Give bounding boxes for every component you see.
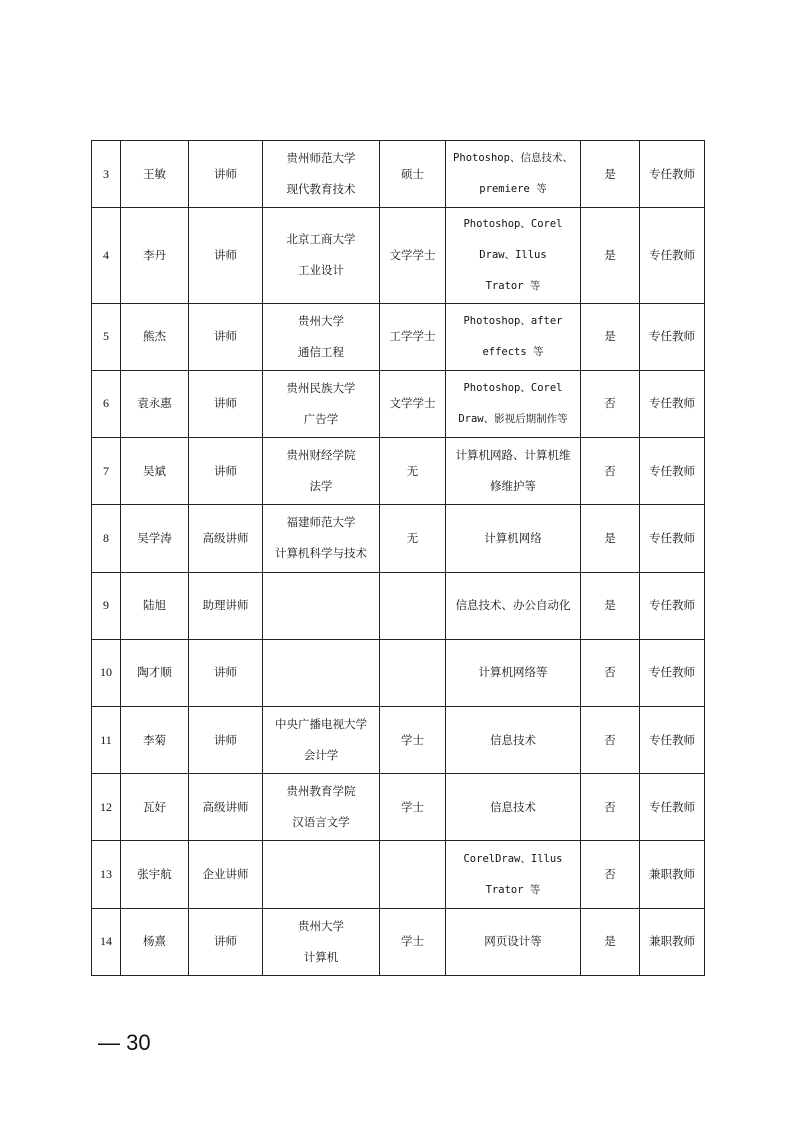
row-number: 8 [92, 505, 121, 572]
teacher-name: 吴学涛 [121, 505, 189, 572]
teacher-type: 专任教师 [640, 141, 705, 208]
skills: Photoshop、after effects 等 [446, 303, 581, 370]
qualification: 否 [581, 706, 640, 773]
table-row [92, 572, 705, 639]
row-number: 5 [92, 303, 121, 370]
school-major [263, 572, 380, 639]
skills: 计算机网络 [446, 505, 581, 572]
skills: CorelDraw、Illus Trator 等 [446, 841, 581, 908]
row-number: 11 [92, 706, 121, 773]
qualification: 否 [581, 841, 640, 908]
degree: 工学学士 [380, 303, 446, 370]
degree [380, 841, 446, 908]
teacher-name: 袁永惠 [121, 370, 189, 437]
teacher-type: 专任教师 [640, 572, 705, 639]
skills: 信息技术 [446, 774, 581, 841]
teacher-title: 企业讲师 [189, 841, 263, 908]
school-major: 贵州教育学院 汉语言文学 [263, 774, 380, 841]
teacher-name: 熊杰 [121, 303, 189, 370]
qualification: 否 [581, 639, 640, 706]
teacher-name: 瓦好 [121, 774, 189, 841]
school-major: 贵州大学 计算机 [263, 908, 380, 975]
staff-table [91, 140, 705, 976]
teacher-type: 专任教师 [640, 303, 705, 370]
qualification: 是 [581, 572, 640, 639]
teacher-name: 李丹 [121, 208, 189, 303]
school-major: 贵州大学 通信工程 [263, 303, 380, 370]
degree: 无 [380, 505, 446, 572]
qualification: 否 [581, 370, 640, 437]
teacher-title: 高级讲师 [189, 505, 263, 572]
skills: 信息技术、办公自动化 [446, 572, 581, 639]
qualification: 是 [581, 208, 640, 303]
teacher-type: 专任教师 [640, 438, 705, 505]
teacher-title: 讲师 [189, 370, 263, 437]
school-major: 福建师范大学 计算机科学与技术 [263, 505, 380, 572]
degree [380, 572, 446, 639]
teacher-type: 专任教师 [640, 370, 705, 437]
degree: 学士 [380, 774, 446, 841]
row-number: 13 [92, 841, 121, 908]
teacher-type: 专任教师 [640, 505, 705, 572]
qualification: 是 [581, 908, 640, 975]
row-number: 7 [92, 438, 121, 505]
table-row [92, 303, 705, 370]
page-number: — 30 [98, 1030, 151, 1055]
row-number: 14 [92, 908, 121, 975]
teacher-title: 助理讲师 [189, 572, 263, 639]
teacher-name: 杨熹 [121, 908, 189, 975]
school-major: 贵州民族大学 广告学 [263, 370, 380, 437]
skills: Photoshop、信息技术、 premiere 等 [446, 141, 581, 208]
row-number: 3 [92, 141, 121, 208]
school-major: 贵州师范大学 现代教育技术 [263, 141, 380, 208]
table-row [92, 208, 705, 303]
row-number: 10 [92, 639, 121, 706]
table-row [92, 774, 705, 841]
skills: Photoshop、Corel Draw、影视后期制作等 [446, 370, 581, 437]
table-row [92, 141, 705, 208]
teacher-title: 讲师 [189, 706, 263, 773]
table-row [92, 639, 705, 706]
teacher-name: 陶才顺 [121, 639, 189, 706]
table-row [92, 841, 705, 908]
school-major: 中央广播电视大学 会计学 [263, 706, 380, 773]
skills: 网页设计等 [446, 908, 581, 975]
skills: 计算机网路、计算机维 修维护等 [446, 438, 581, 505]
teacher-type: 兼职教师 [640, 841, 705, 908]
teacher-name: 王敏 [121, 141, 189, 208]
teacher-title: 讲师 [189, 303, 263, 370]
skills: 信息技术 [446, 706, 581, 773]
teacher-type: 兼职教师 [640, 908, 705, 975]
teacher-name: 李菊 [121, 706, 189, 773]
teacher-title: 讲师 [189, 438, 263, 505]
degree: 文学学士 [380, 370, 446, 437]
qualification: 是 [581, 505, 640, 572]
row-number: 6 [92, 370, 121, 437]
skills: 计算机网络等 [446, 639, 581, 706]
teacher-title: 讲师 [189, 908, 263, 975]
table-row [92, 908, 705, 975]
degree: 硕士 [380, 141, 446, 208]
qualification: 是 [581, 141, 640, 208]
degree: 文学学士 [380, 208, 446, 303]
table-row [92, 505, 705, 572]
teacher-type: 专任教师 [640, 774, 705, 841]
row-number: 9 [92, 572, 121, 639]
qualification: 否 [581, 438, 640, 505]
degree: 无 [380, 438, 446, 505]
teacher-type: 专任教师 [640, 706, 705, 773]
row-number: 4 [92, 208, 121, 303]
degree: 学士 [380, 908, 446, 975]
qualification: 是 [581, 303, 640, 370]
skills: Photoshop、Corel Draw、Illus Trator 等 [446, 208, 581, 303]
teacher-title: 讲师 [189, 208, 263, 303]
teacher-type: 专任教师 [640, 639, 705, 706]
school-major [263, 841, 380, 908]
teacher-name: 吴斌 [121, 438, 189, 505]
table-row [92, 370, 705, 437]
teacher-type: 专任教师 [640, 208, 705, 303]
row-number: 12 [92, 774, 121, 841]
qualification: 否 [581, 774, 640, 841]
school-major: 贵州财经学院 法学 [263, 438, 380, 505]
teacher-title: 讲师 [189, 639, 263, 706]
degree [380, 639, 446, 706]
teacher-title: 讲师 [189, 141, 263, 208]
teacher-name: 陆旭 [121, 572, 189, 639]
school-major: 北京工商大学 工业设计 [263, 208, 380, 303]
table-row [92, 438, 705, 505]
degree: 学士 [380, 706, 446, 773]
teacher-name: 张宇航 [121, 841, 189, 908]
teacher-title: 高级讲师 [189, 774, 263, 841]
table-row [92, 706, 705, 773]
school-major [263, 639, 380, 706]
